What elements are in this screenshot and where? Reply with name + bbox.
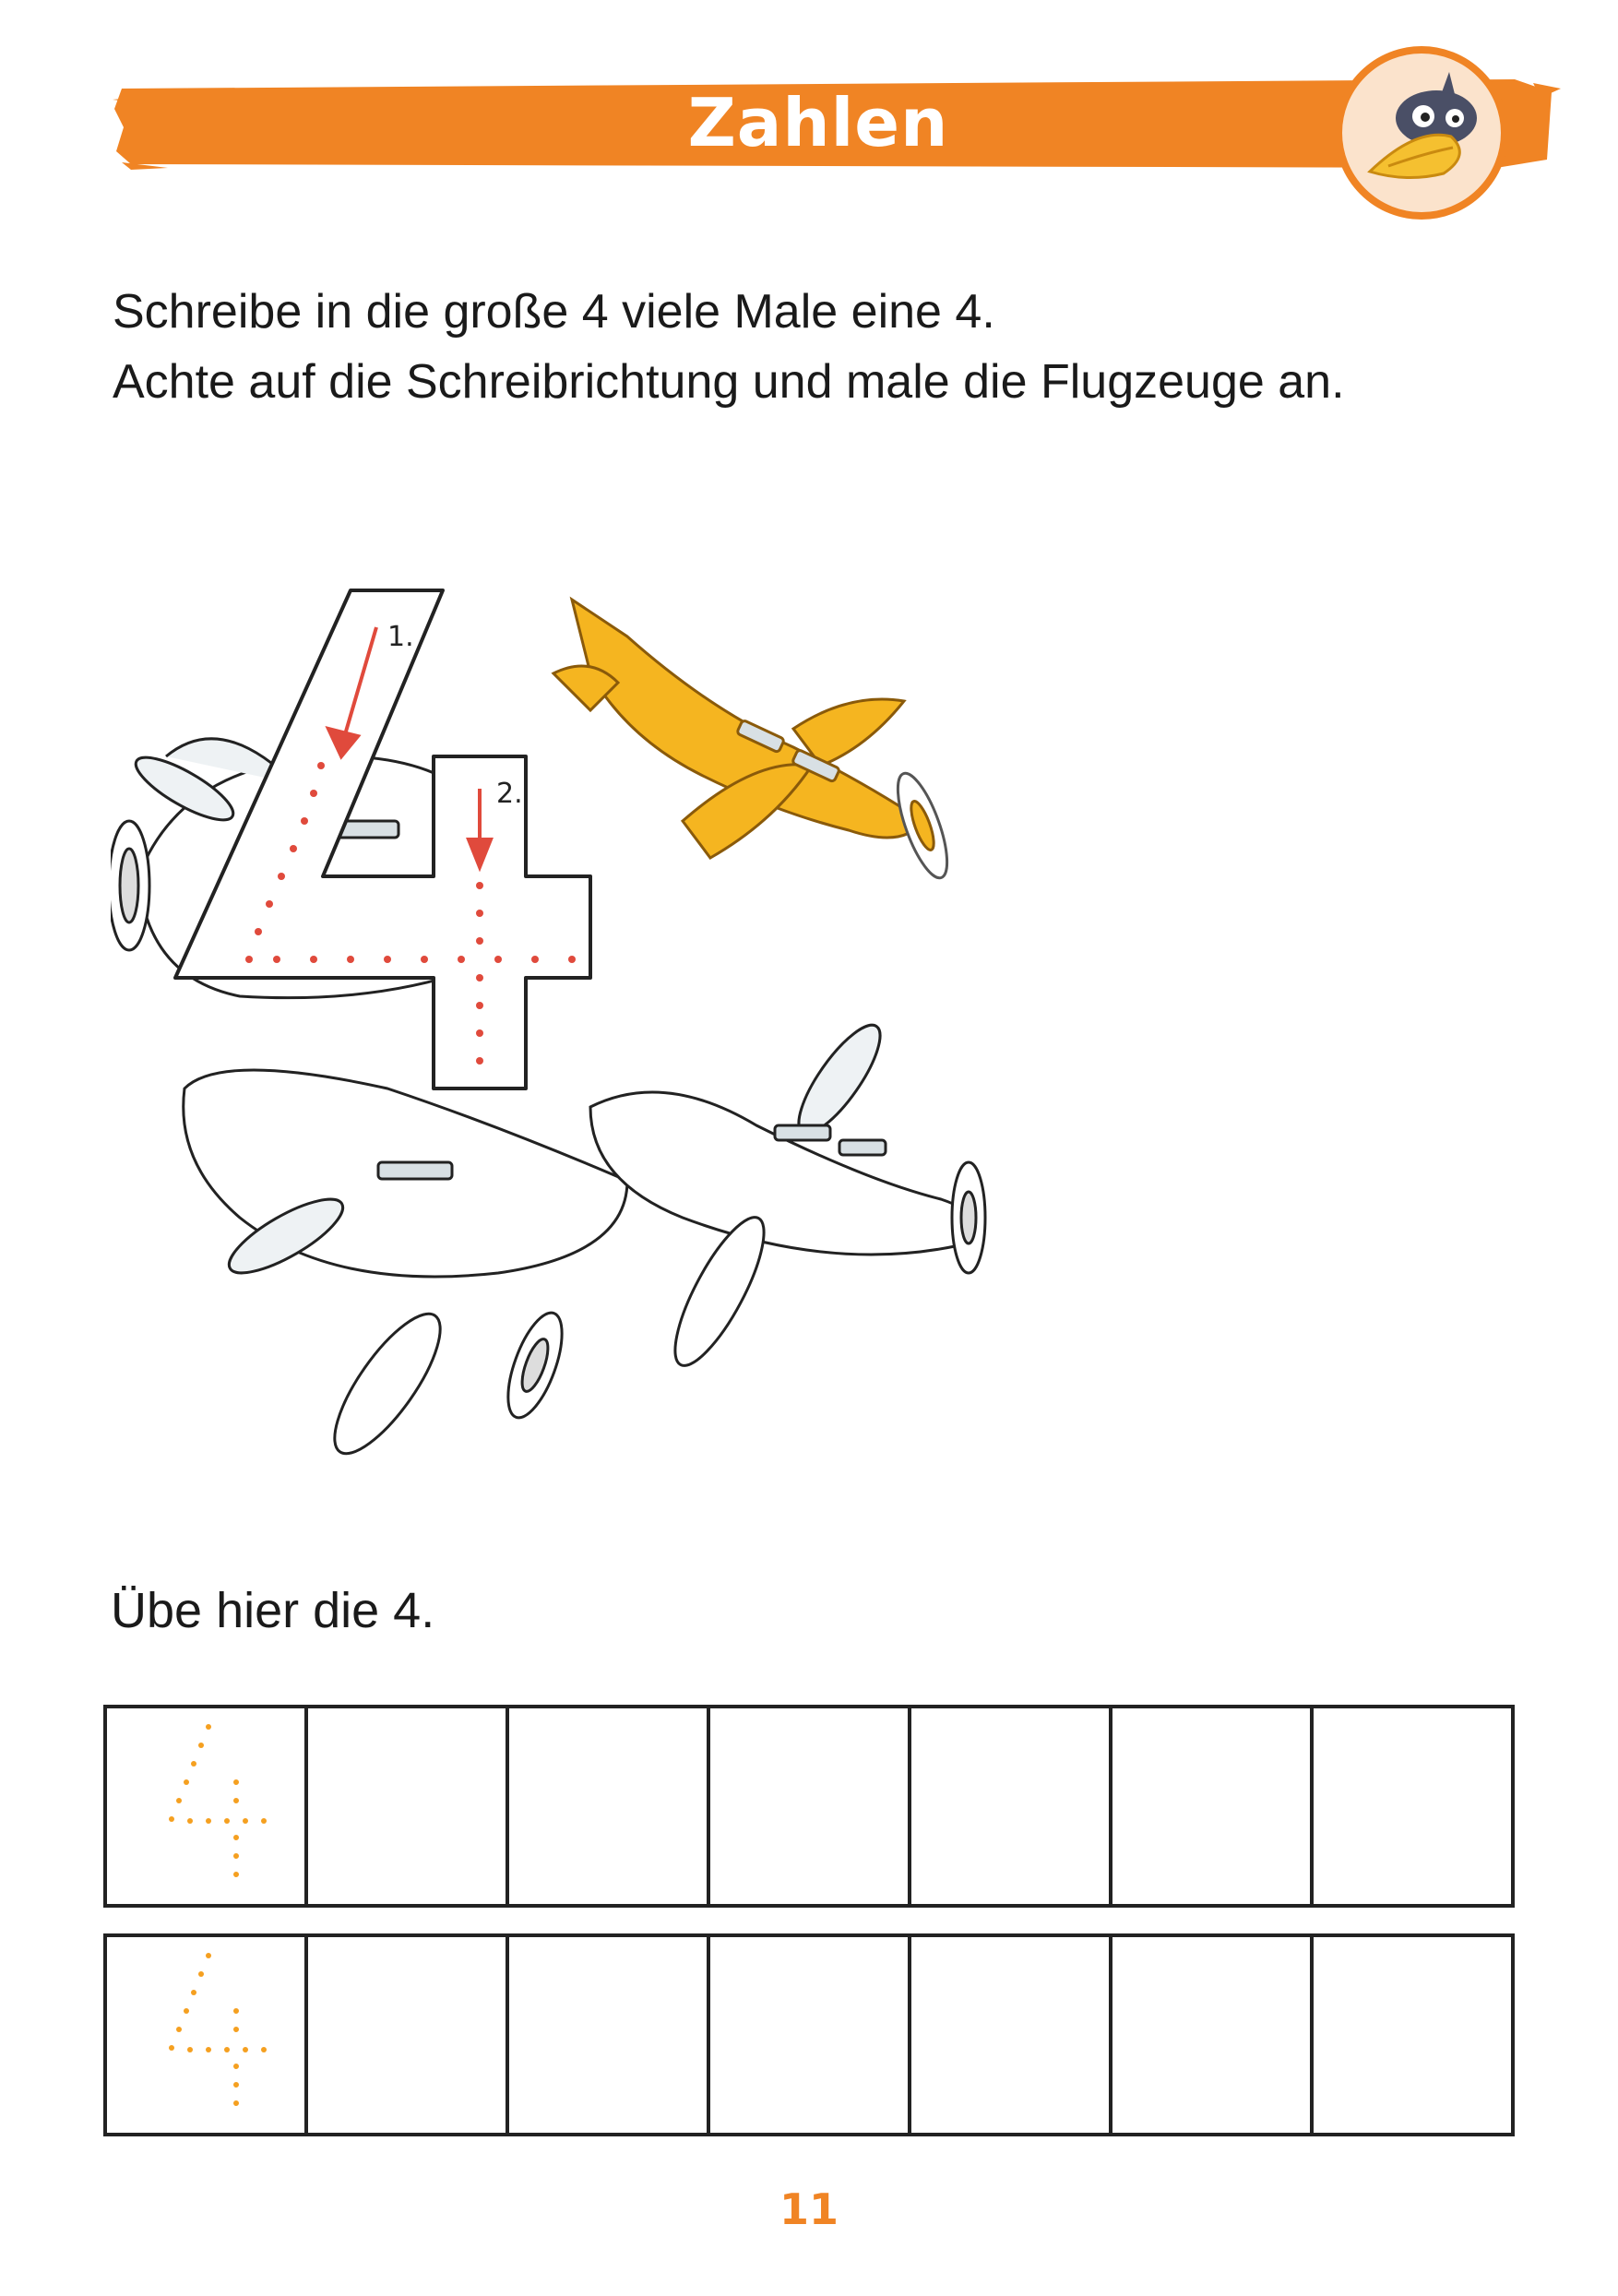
practice-cell[interactable] — [710, 1708, 911, 1904]
practice-cell[interactable] — [1112, 1937, 1314, 2133]
stroke-label-2: 2. — [496, 778, 523, 810]
practice-cell[interactable] — [1314, 1937, 1511, 2133]
practice-cell[interactable] — [509, 1937, 710, 2133]
instruction-line-1: Schreibe in die große 4 viele Male eine 4. — [113, 285, 995, 339]
yellow-airplane — [553, 600, 957, 884]
gray-airplane-right — [590, 1015, 985, 1376]
practice-cell[interactable] — [1314, 1708, 1511, 1904]
practice-cell[interactable] — [710, 1937, 911, 2133]
practice-cell[interactable] — [308, 1708, 509, 1904]
instructions — [113, 277, 1552, 417]
page-title: Zahlen — [687, 84, 949, 161]
practice-cell[interactable] — [1112, 1708, 1314, 1904]
practice-cell-guide[interactable] — [107, 1708, 308, 1904]
dotted-guide-four — [107, 1708, 301, 1904]
number-four-airplanes-illustration — [111, 572, 1513, 1494]
practice-cell[interactable] — [509, 1708, 710, 1904]
practice-row-1 — [103, 1705, 1515, 1908]
practice-cell[interactable] — [911, 1937, 1112, 2133]
practice-row-2 — [103, 1933, 1515, 2136]
practice-cell[interactable] — [308, 1937, 509, 2133]
gray-airplane-bottom — [184, 1070, 627, 1468]
dotted-guide-four — [107, 1937, 301, 2133]
practice-cell[interactable] — [911, 1708, 1112, 1904]
instruction-line-2: Achte auf die Schreibrichtung und male die Flugzeuge an. — [113, 355, 1345, 409]
raven-mascot-icon — [1333, 44, 1510, 221]
page-number: 11 — [779, 2184, 839, 2234]
practice-cell-guide[interactable] — [107, 1937, 308, 2133]
stroke-label-1: 1. — [387, 621, 414, 653]
practice-label: Übe hier die 4. — [111, 1583, 435, 1638]
